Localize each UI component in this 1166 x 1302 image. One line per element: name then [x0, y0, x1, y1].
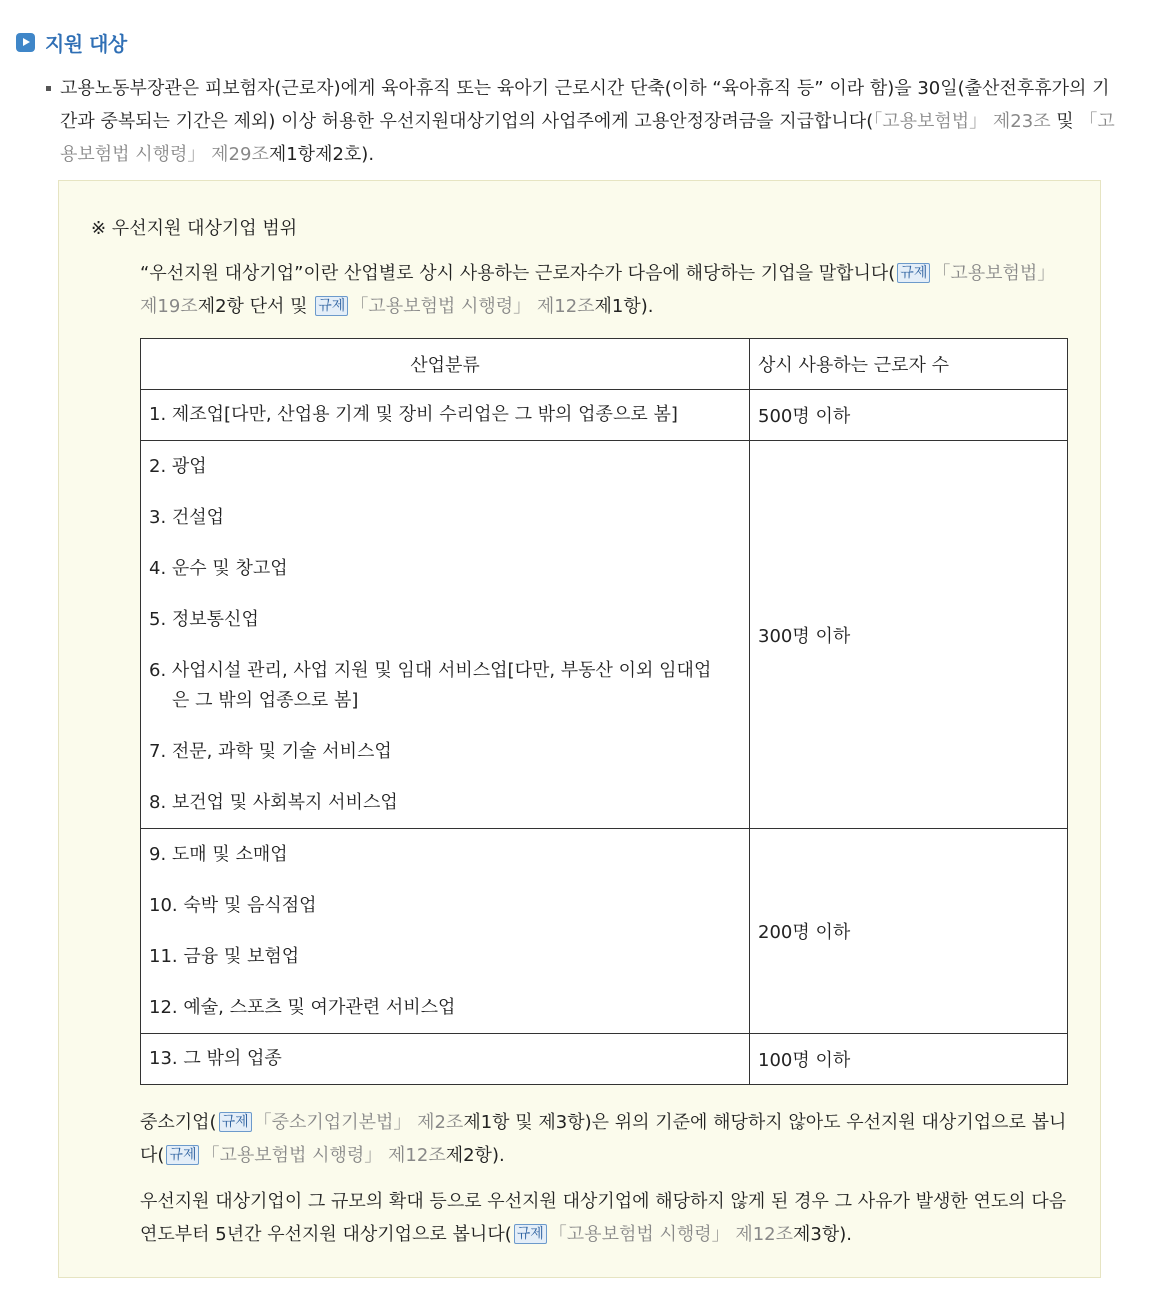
info-box: [58, 180, 1101, 1278]
column-header-workers: 상시 사용하는 근로자 수: [750, 339, 1068, 390]
industry-item: 2. 광업: [149, 456, 207, 477]
industry-item: 6. 사업시설 관리, 사업 지원 및 임대 서비스업[다만, 부동산 이외 임대업: [149, 660, 712, 681]
industry-cell: [141, 390, 750, 441]
grace-text: 우선지원 대상기업이 그 규모의 확대 등으로 우선지원 대상기업에 해당하지 않게 된 경우 그 사유가 발생한 연도의 다음 연도부터 5년간 우선지원 대상기업으로 봅니다(: [140, 1191, 1067, 1245]
workers-cell: 300명 이하: [750, 441, 1068, 829]
law-link[interactable]: 「고용보험법」 제19조: [140, 263, 1056, 317]
industry-item: 9. 도매 및 소매업: [149, 844, 288, 865]
table-row: [141, 441, 1068, 829]
regulation-badge[interactable]: 규제: [315, 296, 348, 316]
industry-cell: [141, 1034, 750, 1085]
table-row: [141, 390, 1068, 441]
industry-item: 11. 금융 및 보험업: [149, 946, 300, 967]
definition-text: “우선지원 대상기업”이란 산업별로 상시 사용하는 근로자수가 다음에 해당하는 기업을 말합니다(: [140, 263, 896, 284]
regulation-badge[interactable]: 규제: [897, 263, 930, 283]
law-link[interactable]: 「고용보험법」 제23조: [873, 111, 1051, 132]
section-header: [16, 28, 127, 56]
intro-text: 고용노동부장관은 피보험자(근로자)에게 육아휴직 또는 육아기 근로시간 단축(이하 “육아휴직 등” 이라 함)을 30일(출산전후휴가의 기간과 중복되는 기간은 제외) 이상 허용한 우선지원대상기업의 사업주에게 고용안정장려금을 지급합니다(: [60, 78, 1110, 132]
industry-item-continued: 은 그 밖의 업종으로 봄]: [172, 690, 359, 711]
industry-item: 13. 그 밖의 업종: [149, 1048, 282, 1069]
sme-mid: 제1항 및 제3항)은 위의 기준에 해당하지 않아도 우선지원 대상기업으로 봅니다(: [140, 1112, 1067, 1166]
workers-cell: 100명 이하: [750, 1034, 1068, 1085]
industry-item: 5. 정보통신업: [149, 609, 259, 630]
grace-tail: 제3항).: [793, 1224, 853, 1245]
table-row: [141, 829, 1068, 1034]
section-title: 지원 대상: [45, 31, 127, 56]
industry-item: 10. 숙박 및 음식점업: [149, 895, 317, 916]
industry-table: [140, 338, 1068, 1085]
industry-item: 1. 제조업[다만, 산업용 기계 및 장비 수리업은 그 밖의 업종으로 봄]: [149, 404, 678, 425]
industry-item: 12. 예술, 스포츠 및 여가관련 서비스업: [149, 997, 456, 1018]
industry-item: 3. 건설업: [149, 507, 225, 528]
industry-cell: [141, 829, 750, 1034]
law-link[interactable]: 「고용보험법 시행령」 제12조: [350, 296, 595, 317]
law-link[interactable]: 「고용보험법 시행령」 제12조: [201, 1145, 446, 1166]
workers-cell: 500명 이하: [750, 390, 1068, 441]
definition-paragraph: [140, 257, 1070, 323]
law-link[interactable]: 「고용보험법 시행령」 제12조: [548, 1224, 794, 1245]
sme-paragraph: [140, 1106, 1075, 1172]
definition-mid: 제2항 단서 및: [197, 296, 314, 317]
table-row: [141, 1034, 1068, 1085]
industry-item: 4. 운수 및 창고업: [149, 558, 288, 579]
sme-tail: 제2항).: [445, 1145, 505, 1166]
industry-item: 7. 전문, 과학 및 기술 서비스업: [149, 741, 392, 762]
workers-cell: 200명 이하: [750, 829, 1068, 1034]
intro-paragraph: [46, 72, 1116, 171]
play-arrow-icon: [16, 33, 35, 52]
regulation-badge[interactable]: 규제: [166, 1145, 199, 1165]
intro-and: 및: [1050, 111, 1080, 132]
law-link[interactable]: 「중소기업기본법」 제2조: [253, 1112, 464, 1133]
grace-period-paragraph: [140, 1185, 1075, 1251]
table-header-row: [141, 339, 1068, 390]
note-title: ※ 우선지원 대상기업 범위: [91, 218, 298, 239]
definition-tail: 제1항).: [594, 296, 654, 317]
intro-tail: 제1항제2호).: [268, 144, 375, 165]
bullet-icon: [46, 86, 51, 91]
regulation-badge[interactable]: 규제: [514, 1224, 547, 1244]
industry-cell: [141, 441, 750, 829]
regulation-badge[interactable]: 규제: [219, 1112, 252, 1132]
law-link[interactable]: 「고용보험법 시행령」 제29조: [60, 111, 1115, 165]
column-header-industry: 산업분류: [141, 339, 750, 390]
sme-text: 중소기업(: [140, 1112, 217, 1133]
industry-item: 8. 보건업 및 사회복지 서비스업: [149, 792, 398, 813]
